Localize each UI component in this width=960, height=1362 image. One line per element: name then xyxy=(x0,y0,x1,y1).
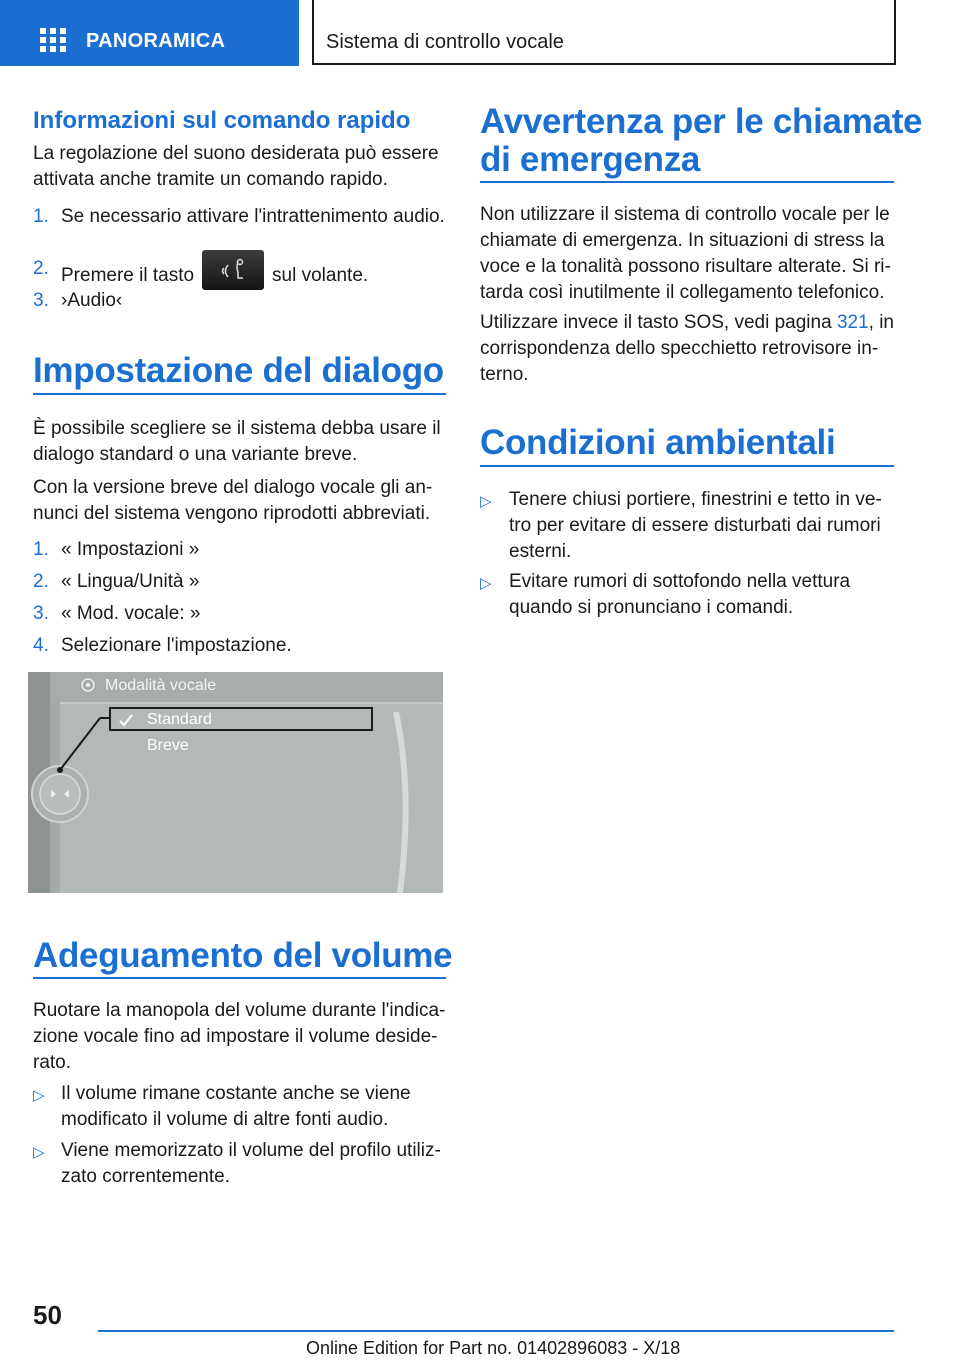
header-border-left xyxy=(312,0,314,64)
voice-mode-screen-image xyxy=(28,672,443,893)
step-number: 2. xyxy=(33,258,49,279)
overview-tab-label[interactable]: PANORAMICA xyxy=(86,30,226,52)
step-text: ›Audio‹ xyxy=(61,290,123,311)
emergency-heading: Avvertenza per le chiamate di emergenza xyxy=(480,102,923,179)
step-text: Premere il tasto sul volante. xyxy=(61,256,368,296)
dialog-paragraph-2: Con la versione breve del dialogo vocale gli an- nunci del sistema vengono riprodotti abbreviati. xyxy=(33,477,433,524)
bullet-triangle-icon: ▷ xyxy=(33,1144,45,1161)
step-number: 1. xyxy=(33,206,49,227)
dialog-heading: Impostazione del dialogo xyxy=(33,351,444,390)
step-number: 1. xyxy=(33,539,49,560)
screen-option-breve: Breve xyxy=(147,737,189,754)
heading-rule xyxy=(33,977,446,979)
step-number: 4. xyxy=(33,635,49,656)
footer-edition: Online Edition for Part no. 01402896083 - X/18 xyxy=(306,1338,681,1358)
emergency-paragraph-1: Non utilizzare il sistema di controllo vocale per le chiamate di emergenza. In situazioni di stress la voce e la tonalità possono risultare alterate. Si ri- tarda così inutilmente il collegamento telefonico. xyxy=(480,204,891,303)
screen-option-standard: Standard xyxy=(147,711,212,728)
step-text: « Impostazioni » xyxy=(61,539,200,560)
page-link[interactable]: 321 xyxy=(836,312,869,333)
volume-paragraph: Ruotare la manopola del volume durante l'indica- zione vocale fino ad impostare il volume deside- rato. xyxy=(33,1000,446,1073)
footer-rule xyxy=(98,1330,894,1332)
step-text: « Mod. vocale: » xyxy=(61,603,201,624)
volume-bullet: Il volume rimane costante anche se viene modificato il volume di altre fonti audio. xyxy=(61,1083,411,1130)
bullet-triangle-icon: ▷ xyxy=(480,493,492,510)
bullet-triangle-icon: ▷ xyxy=(33,1087,45,1104)
environment-bullet: Tenere chiusi portiere, finestrini e tetto in ve- tro per evitare di essere disturbati dai rumori esterni. xyxy=(509,489,882,562)
screen-title: Modalità vocale xyxy=(105,677,217,694)
page-number: 50 xyxy=(33,1300,62,1330)
step-number: 3. xyxy=(33,290,49,311)
header-border-right xyxy=(894,0,896,64)
section-title: Sistema di controllo vocale xyxy=(326,31,564,53)
step-number: 2. xyxy=(33,571,49,592)
environment-bullet: Evitare rumori di sottofondo nella vettura quando si pronunciano i comandi. xyxy=(509,571,851,618)
quick-command-heading: Informazioni sul comando rapido xyxy=(33,107,411,134)
bullet-triangle-icon: ▷ xyxy=(480,575,492,592)
step-text: Se necessario attivare l'intrattenimento audio. xyxy=(61,206,445,227)
heading-rule xyxy=(33,393,446,395)
step-text: Selezionare l'impostazione. xyxy=(61,635,292,656)
emergency-paragraph-2: Utilizzare invece il tasto SOS, vedi pagina 321, in corrispondenza dello specchietto retrovisore in- terno. xyxy=(480,312,895,385)
voice-button-icon xyxy=(202,250,264,290)
heading-rule xyxy=(480,465,894,467)
grid-icon[interactable] xyxy=(40,28,66,52)
header-border-bottom xyxy=(312,63,896,65)
volume-bullet: Viene memorizzato il volume del profilo utiliz- zato correntemente. xyxy=(61,1140,441,1187)
dialog-paragraph-1: È possibile scegliere se il sistema debba usare il dialogo standard o una variante breve. xyxy=(33,418,441,465)
environment-heading: Condizioni ambientali xyxy=(480,423,836,462)
step-number: 3. xyxy=(33,603,49,624)
quick-command-intro: La regolazione del suono desiderata può essere attivata anche tramite un comando rapido. xyxy=(33,143,439,190)
heading-rule xyxy=(480,181,894,183)
step-text: « Lingua/Unità » xyxy=(61,571,200,592)
volume-heading: Adeguamento del volume xyxy=(33,936,453,975)
